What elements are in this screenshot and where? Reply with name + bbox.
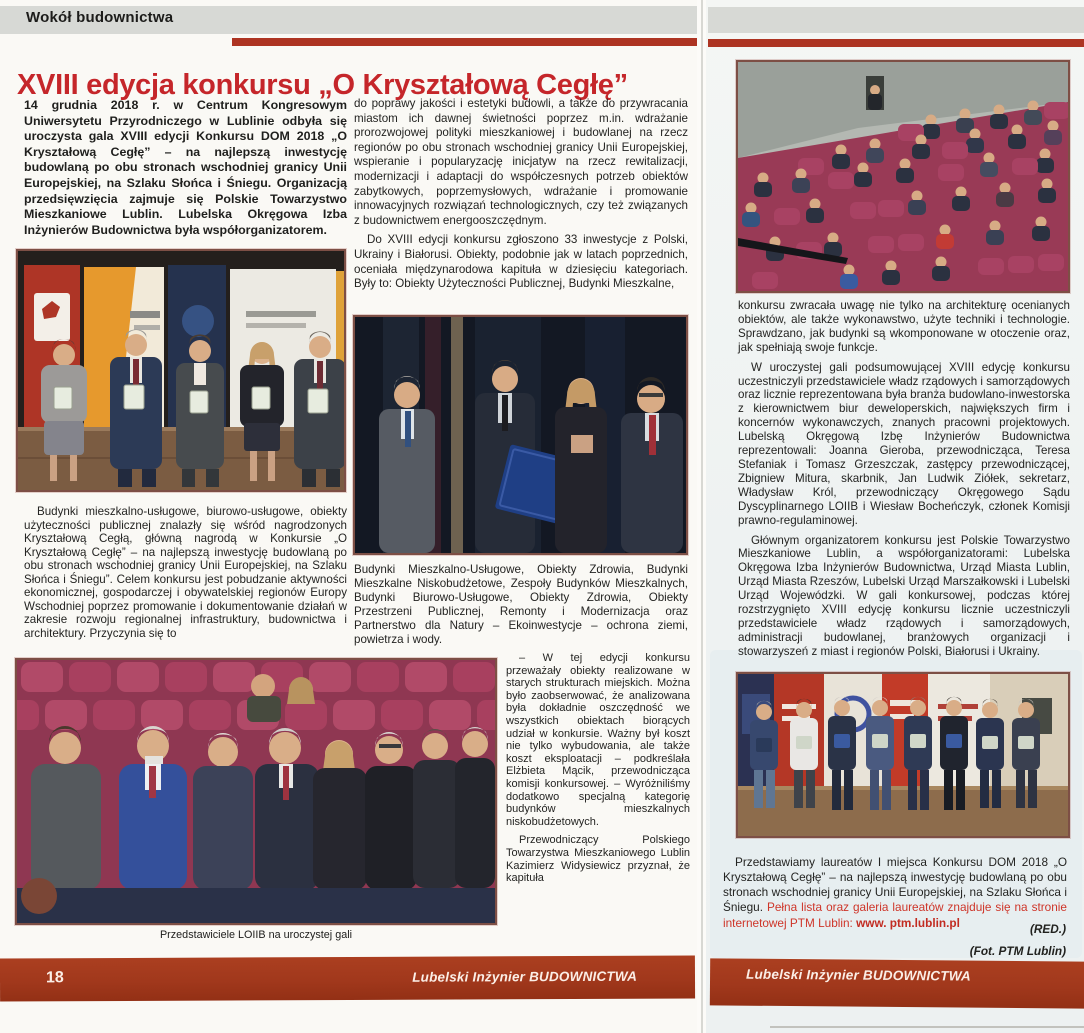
- scan-edge-line: [770, 1026, 1084, 1028]
- closing-text: Przedstawiamy laureatów I miejsca Konkursu DOM 2018 „O Kryształową Cegłę” – na najlepszą inwestycję budowlaną po obu stronach wschodniej granicy Unii Europejskiej, na Szlaku Słońca i Śniegu.: [723, 854, 1067, 915]
- photo-award-winners-stage: [16, 249, 346, 492]
- website-url: www. ptm.lublin.pl: [856, 915, 960, 930]
- photo-laureates-lineup: [736, 672, 1070, 838]
- article-paragraph: Budynki Mieszkalno-Usługowe, Obiekty Zdrowia, Budynki Mieszkalne Niskobudżetowe, Zespoły Budynków Mieszkalnych, Budynki Biurowo-Usługowe, Obiekty Zdrowia, Obiekty Przestrzeni Publicznej, Remonty i Modernizacja oraz Partnerstwo dla Natury – Ekoinwestycje – ochrona ziemi, powietrza i wody.: [354, 563, 688, 646]
- closing-note-red: Pełna lista oraz galeria laureatów znajduje się na stronie internetowej PTM Lublin:: [723, 900, 1067, 930]
- header-accent-line: [232, 38, 697, 46]
- right-footer-bar: [710, 958, 1084, 1008]
- article-paragraph: do poprawy jakości i estetyki budowli, a także do przywracania miastom ich dawnej świetności poprzez m.in. wdrażanie prorozwojowej polityki mieszkaniowej i budowlanej na rzecz regionów po obu stronach wschodniej granicy Unii Europejskiej, wspieranie i popularyzację inicjatyw na rzecz rewitalizacji, modernizacji i adaptacji do współczesnych potrzeb obiektów zabytkowych, poprzemysłowych, wdrażanie i promowanie innowacyjnych rozwiązań technologicznych, czy też związanych z budownictwem energooszczędnym.: [354, 97, 688, 227]
- magazine-title: Lubelski Inżynier BUDOWNICTWA: [746, 966, 971, 984]
- section-kicker: Wokół budownictwa: [26, 9, 174, 26]
- article-paragraph: Przewodniczący Polskiego Towarzystwa Mieszkaniowego Lublin Kazimierz Widysiewicz przyznał, że kapituła: [506, 834, 690, 885]
- page-gutter-divider: [701, 0, 703, 1033]
- article-lead: 14 grudnia 2018 r. w Centrum Kongresowym Uniwersytetu Przyrodniczego w Lublinie odbyła się uroczysta gala XVIII edycji Konkursu DOM 2018 „O Kryształową Cegłę” – na najlepszą inwestycję budowlaną po obu stronach wschodniej granicy Unii Europejskiej, na Szlaku Słońca i Śniegu. Organizacją przedsięwzięcia zajmuje się Polskie Towarzystwo Mieszkaniowe Lublin. Lubelska Okręgowa Izba Inżynierów Budownictwa była współorganizatorem.: [24, 98, 347, 237]
- article-paragraph: W uroczystej gali podsumowującej XVIII edycję konkursu uczestniczyli przedstawiciele władz rządowych i samorządowych oraz licznie reprezentowana była branża budowlano-inwestorska z kierownictwem biur deweloperskich, największych firm i koncernów wykonawczych, znanych pracowni projektowych. Lubelską Okręgową Izbę Inżynierów Budownictwa reprezentowali: Joanna Gieroba, przewodnicząca, Teresa Stefaniak i Tomasz Grzeszczak, zastępcy przewodniczącej, Zbigniew Mitura, skarbnik, Jan Ludwik Ziółek, sekretarz, Władysław Król, przewodniczący Okręgowego Sądu Dyscyplinarnego LOIIB i Wiesław Bocheńczyk, członek Komisji prawno-regulaminowej.: [738, 360, 1070, 527]
- photo-audience-front-row: [15, 658, 497, 925]
- photo-stage-group: [353, 315, 688, 555]
- photo-award-winners-illustration: [18, 251, 344, 490]
- section-band: [708, 7, 1084, 33]
- left-footer-bar: [0, 955, 695, 1001]
- closing-paragraph: [723, 855, 1067, 931]
- article-paragraph: – W tej edycji konkursu przeważały obiekty realizowane w starych strukturach miejskich. Można było zaobserwować, że analizowana była dokładnie oszczędność we wszystkich obiektach biorących udział w konkursie. Ważny był koszt nie tylko wybudowania, ale także koszt eksploatacji – podkreślała Elżbieta Mącik, przewodnicząca komisji konkursowej. – Wyróżniliśmy dodatkowo specjalną kategorię budynków mieszkalnych niskobudżetowych.: [506, 652, 690, 828]
- article-paragraph: Głównym organizatorem konkursu jest Polskie Towarzystwo Mieszkaniowe Lublin, a współorganizatorami: Lubelska Okręgowa Izba Inżynierów Budownictwa, Urząd Miasta Lublin, Urząd Miasta Rzeszów, Lubelski Urząd Marszałkowski i Lubelski Urząd Wojewódzki. W gali konkursowej, podczas której rozstrzygnięto XVIII edycję konkursu licznie uczestniczyli przedstawiciele władz rządowych i samorządowych, administracji budowlanej, branżowych organizacji i stowarzyszeń z miast i regionów Polski, Białorusi i Ukrainy.: [738, 533, 1070, 658]
- article-paragraph: konkursu zwracała uwagę nie tylko na architekturę ocenianych obiektów, ale także wykonawstwo, użyte techniki i technologie. Sprawdzano, jak budynki są wkomponowane w otoczenie oraz, jak spełniają swoje funkcje.: [738, 299, 1070, 354]
- article-column-2: [354, 97, 688, 292]
- photo-laureates-illustration: [738, 674, 1068, 836]
- header-accent-line: [708, 39, 1084, 47]
- article-paragraph: Budynki mieszkalno-usługowe, biurowo-usługowe, obiekty użyteczności publicznej znalazły się wśród nagrodzonych Kryształową Cegłą, główną nagrodą w Konkursie „O Kryształową Cegłę” – na najlepszą inwestycję budowlaną po obu stronach wschodniej granicy Unii Europejskiej, na Szlaku Słońca i Śniegu”. Celem konkursu jest pobudzanie aktywności ekonomicznej, gospodarczej i obywatelskiej regionów Europy Wschodniej poprzez promowanie i dokumentowanie działań w zakresie rozwoju regionalnej infrastruktury, budownictwa i architektury. Przyczynia się to: [24, 505, 347, 640]
- article-paragraph: Do XVIII edycji konkursu zgłoszono 33 inwestycje z Polski, Ukrainy i Białorusi. Obiekty, podobnie jak w latach poprzednich, oceniała międzynarodowa kapituła w dziesięciu kategoriach. Były to: Obiekty Użyteczności Publicznej, Budynki Mieszkalne,: [354, 233, 688, 291]
- page-number: 18: [45, 969, 64, 987]
- photo-caption: Przedstawiciele LOIIB na uroczystej gali: [159, 929, 353, 941]
- article-sidebar-column: [506, 652, 690, 885]
- photo-audience-front-row-illustration: [17, 660, 495, 923]
- article-headline: XVIII edycja konkursu „O Kryształową Cegłę”: [17, 69, 628, 102]
- photo-stage-group-illustration: [355, 317, 686, 553]
- byline: (RED.): [1029, 922, 1066, 936]
- article-column-3: [738, 299, 1070, 659]
- right-page: [706, 0, 1084, 1033]
- magazine-title: Lubelski Inżynier BUDOWNICTWA: [412, 968, 638, 985]
- photo-auditorium-audience: [736, 60, 1070, 293]
- photo-credit: (Fot. PTM Lublin): [969, 944, 1066, 958]
- photo-auditorium-illustration: [738, 62, 1068, 291]
